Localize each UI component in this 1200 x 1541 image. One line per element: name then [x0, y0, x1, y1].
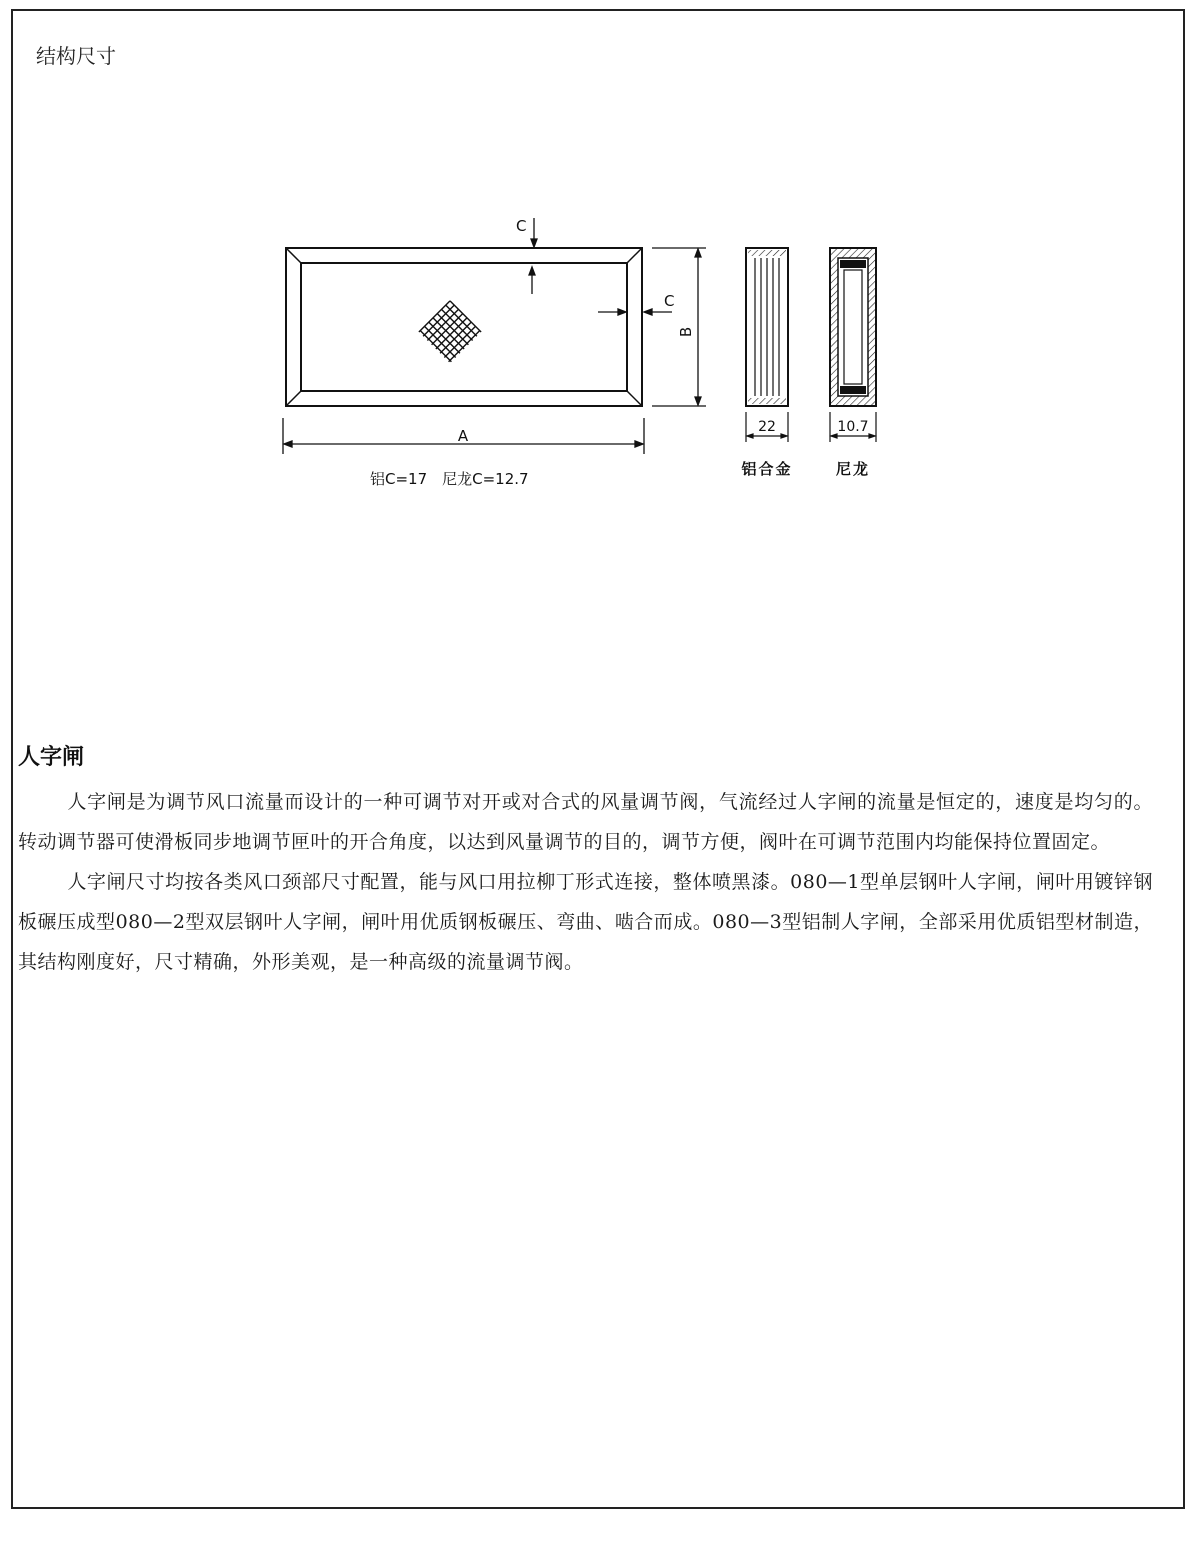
nylon-label: 尼龙: [835, 460, 871, 478]
label-c-side: C: [664, 292, 675, 310]
label-a: A: [457, 427, 469, 445]
dimension-c-top: [529, 218, 537, 294]
front-view-frame: [286, 248, 642, 406]
alu-label: 铝合金: [741, 460, 793, 478]
product-heading: 人字闸: [18, 745, 85, 770]
alu-width-label: 22: [758, 419, 776, 435]
mesh-grille-icon: [419, 301, 481, 363]
aluminium-profile: [746, 248, 788, 442]
product-description: [18, 782, 1153, 982]
label-c-top: C: [516, 217, 527, 235]
paragraph-1: 人字闸是为调节风口流量而设计的一种可调节对开或对合式的风量调节阀，气流经过人字闸的流量是恒定的，速度是均匀的。转动调节器可使滑板同步地调节匣叶的开合角度，以达到风量调节的目的，调节方便，阀叶在可调节范围内均能保持位置固定。: [18, 791, 1153, 853]
structure-diagram: [270, 200, 910, 500]
section-title: 结构尺寸: [36, 44, 116, 68]
label-b: B: [677, 326, 695, 338]
nylon-profile: [830, 248, 876, 442]
structure-diagram-svg: [270, 200, 910, 500]
dimension-c-side: [598, 309, 672, 315]
diagram-caption: 铝C=17 尼龙C=12.7: [370, 470, 529, 488]
nylon-width-label: 10.7: [837, 419, 869, 435]
paragraph-2: 人字闸尺寸均按各类风口颈部尺寸配置，能与风口用拉柳丁形式连接，整体喷黑漆。080—1型单层钢叶人字闸，闸叶用镀锌钢板碾压成型080—2型双层钢叶人字闸，闸叶用优质钢板碾压、弯曲、啮合而成。080—3型铝制人字闸，全部采用优质铝型材制造，其结构刚度好，尺寸精确，外形美观，是一种高级的流量调节阀。: [18, 871, 1153, 973]
